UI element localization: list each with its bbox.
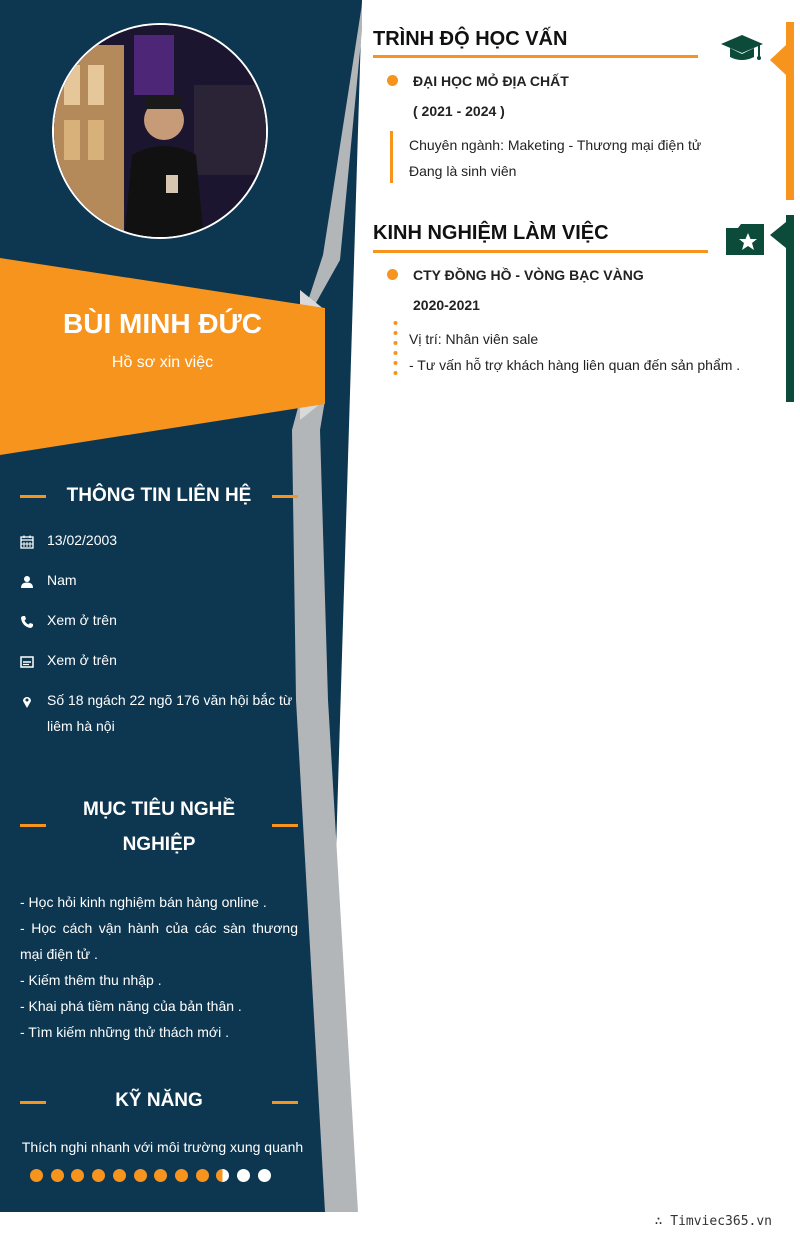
contact-birthday [20, 527, 300, 553]
skill-rating-dot [175, 1169, 188, 1182]
heading-bar-left [20, 824, 46, 827]
heading-bar-left [20, 495, 46, 498]
skills-heading-text: KỸ NĂNG [115, 1090, 203, 1111]
experience-heading: KINH NGHIỆM LÀM VIỆC [373, 222, 609, 244]
skill-rating-dot [92, 1169, 105, 1182]
skill-rating-dot [196, 1169, 209, 1182]
user-icon [20, 571, 34, 585]
contact-phone-text: Xem ở trên [47, 612, 117, 628]
experience-company: CTY ĐỒNG HỒ - VÒNG BẠC VÀNG [413, 267, 644, 283]
heading-bar-right [272, 824, 298, 827]
skill-rating-dot [113, 1169, 126, 1182]
contact-address-text: Số 18 ngách 22 ngõ 176 văn hội bắc từ liêm hà nội [47, 692, 293, 734]
experience-period: 2020-2021 [413, 297, 480, 313]
location-icon [20, 691, 34, 705]
skill-rating-dot [237, 1169, 250, 1182]
experience-timeline-dots [393, 320, 398, 378]
skill-rating-dot [134, 1169, 147, 1182]
education-detail: Đang là sinh viên [409, 163, 517, 179]
phone-icon [20, 611, 34, 625]
education-school: ĐẠI HỌC MỎ ĐỊA CHẤT [413, 73, 569, 89]
skill-rating-dot [51, 1169, 64, 1182]
graduation-cap-icon [720, 33, 764, 68]
objective-line: - Kiếm thêm thu nhập . [20, 972, 162, 988]
heading-bar-left [20, 1101, 46, 1104]
education-heading: TRÌNH ĐỘ HỌC VẤN [373, 28, 568, 50]
skills-heading [20, 1090, 298, 1112]
contact-heading [20, 485, 298, 507]
education-detail: Chuyên ngành: Maketing - Thương mại điện tử [409, 137, 702, 153]
objective-line: - Khai phá tiềm năng của bản thân . [20, 998, 242, 1014]
skill-rating-dot [258, 1169, 271, 1182]
skill-name: Thích nghi nhanh với môi trường xung quanh [21, 1139, 304, 1155]
experience-bullet [387, 269, 398, 280]
education-bullet [387, 75, 398, 86]
footer-brand [655, 1214, 772, 1229]
heading-bar-right [272, 495, 298, 498]
objective-heading [20, 792, 298, 862]
contact-phone [20, 607, 300, 633]
heading-bar-right [272, 1101, 298, 1104]
briefcase-star-icon [724, 223, 766, 262]
skill-rating-dot [30, 1169, 43, 1182]
objective-heading-text: MỤC TIÊU NGHỀ NGHIỆP [83, 799, 235, 855]
experience-rule [373, 250, 708, 253]
contact-email [20, 647, 300, 673]
candidate-name: BÙI MINH ĐỨC [63, 308, 262, 339]
objective-line: - Học hỏi kinh nghiệm bán hàng online . [20, 894, 267, 910]
contact-heading-text: THÔNG TIN LIÊN HỆ [66, 485, 252, 506]
logo-icon: ∴ [654, 1214, 671, 1229]
education-rule [373, 55, 698, 58]
calendar-icon [20, 531, 34, 545]
profile-photo [52, 23, 268, 239]
objective-line: - Tìm kiếm những thử thách mới . [20, 1024, 229, 1040]
education-period: ( 2021 - 2024 ) [413, 103, 505, 119]
experience-detail: Vị trí: Nhân viên sale [409, 331, 539, 347]
contact-email-text: Xem ở trên [47, 652, 117, 668]
contact-gender [20, 567, 300, 593]
education-timeline-bar [390, 131, 393, 183]
email-icon [20, 651, 34, 665]
contact-gender-text: Nam [47, 572, 77, 588]
experience-detail: - Tư vấn hỗ trợ khách hàng liên quan đến sản phẩm . [409, 357, 741, 373]
footer-brand-text: Timviec365.vn [670, 1214, 772, 1229]
contact-address [20, 687, 300, 739]
contact-birthday-text: 13/02/2003 [47, 532, 118, 548]
candidate-subtitle: Hồ sơ xin việc [111, 354, 214, 371]
objective-line: - Học cách vận hành của các sàn thương mại điện tử . [20, 920, 298, 962]
